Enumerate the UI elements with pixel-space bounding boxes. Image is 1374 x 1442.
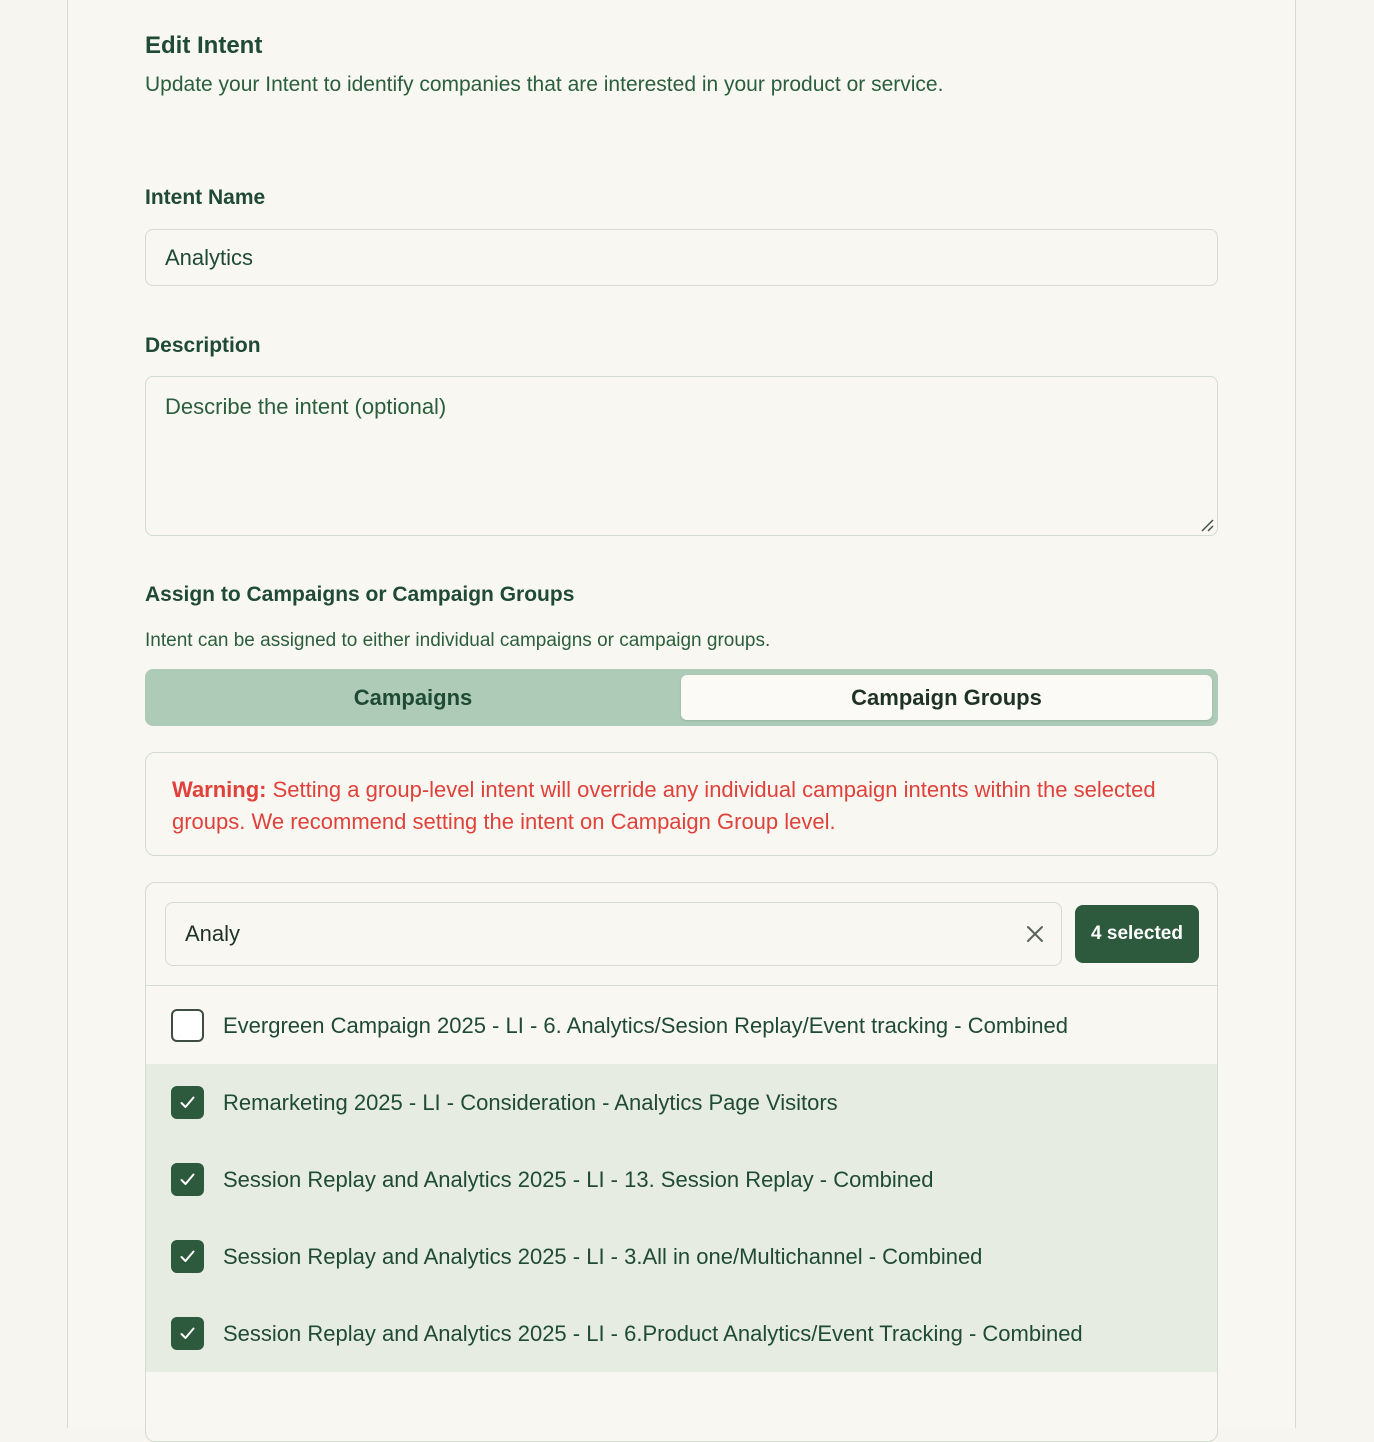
warning-label: Warning: [172,777,267,802]
list-item[interactable] [146,1141,1217,1218]
list-item[interactable] [146,1295,1217,1372]
assign-type-toggle [145,669,1218,726]
intent-name-label: Intent Name [145,186,266,209]
assign-help-text: Intent can be assigned to either individual campaigns or campaign groups. [145,630,771,651]
list-item-label: Session Replay and Analytics 2025 - LI - 3.All in one/Multichannel - Combined [223,1243,983,1269]
list-item[interactable] [146,1218,1217,1295]
list-item[interactable] [146,987,1217,1064]
check-icon [179,1325,196,1342]
list-item-label: Remarketing 2025 - LI - Consideration - Analytics Page Visitors [223,1089,838,1115]
list-item[interactable] [146,1064,1217,1141]
campaign-group-list [145,882,1218,1442]
search-input[interactable] [166,903,1006,965]
list-item-label: Session Replay and Analytics 2025 - LI - 13. Session Replay - Combined [223,1166,934,1192]
divider [146,985,1217,986]
description-label: Description [145,334,261,357]
check-icon [179,1094,196,1111]
check-icon [179,1171,196,1188]
checkbox[interactable] [171,1086,204,1119]
page-title: Edit Intent [145,32,263,59]
checkbox[interactable] [171,1009,204,1042]
page-subtitle: Update your Intent to identify companies that are interested in your product or service. [145,73,944,96]
intent-name-input[interactable] [145,229,1218,286]
warning-text: Setting a group-level intent will override any individual campaign intents within the selected groups. We recommend setting the intent on Campaign Group level. [172,777,1156,834]
list-item-label: Session Replay and Analytics 2025 - LI - 6.Product Analytics/Event Tracking - Combined [223,1320,1083,1346]
checkbox[interactable] [171,1240,204,1273]
checkbox[interactable] [171,1317,204,1350]
description-textarea[interactable] [145,376,1218,536]
resize-handle-icon[interactable] [1199,517,1215,533]
search-field [165,902,1062,966]
tab-campaigns[interactable]: Campaigns [353,684,473,710]
assign-label: Assign to Campaigns or Campaign Groups [145,583,575,606]
close-icon[interactable] [1023,922,1047,946]
selected-count-button[interactable]: 4 selected [1075,905,1199,963]
tab-campaign-groups[interactable]: Campaign Groups [681,675,1212,720]
warning-box [145,752,1218,856]
check-icon [179,1248,196,1265]
list-item-label: Evergreen Campaign 2025 - LI - 6. Analytics/Sesion Replay/Event tracking - Combined [223,1012,1068,1038]
checkbox[interactable] [171,1163,204,1196]
